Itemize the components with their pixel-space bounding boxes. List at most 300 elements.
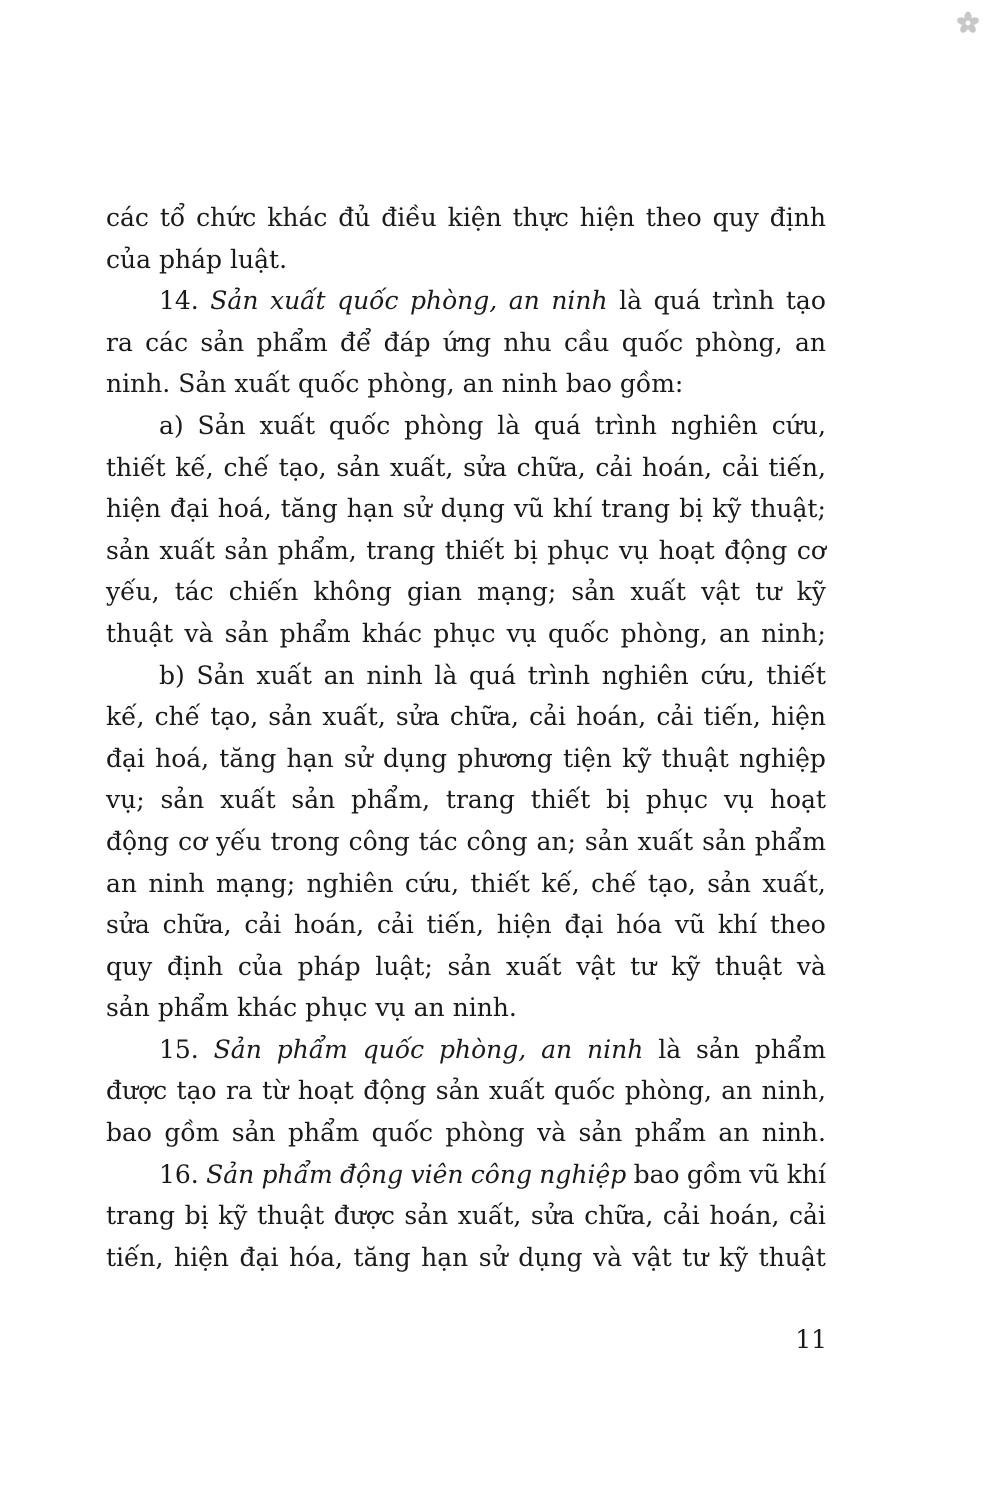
word: tiến, (426, 910, 484, 940)
word: công (466, 826, 528, 856)
word: bao (106, 1118, 152, 1148)
text-line (106, 1112, 826, 1154)
word: yếu, (106, 577, 160, 607)
word: an (413, 993, 445, 1023)
word: xuất, (457, 1201, 522, 1231)
word: xuất, (762, 868, 826, 898)
word: sản (231, 1118, 276, 1148)
text-line (106, 1154, 826, 1196)
word: từ (262, 1076, 289, 1106)
word: dụng (382, 743, 448, 773)
word: hiện (106, 494, 161, 524)
word: pháp (159, 244, 223, 274)
word: kỹ (218, 1201, 248, 1231)
word: hóa (616, 910, 663, 940)
text-line (106, 239, 826, 281)
word: ra (225, 1076, 253, 1106)
word: bao (633, 1159, 680, 1189)
word: sản (447, 951, 492, 981)
word: mạng; (215, 868, 296, 898)
word: được (333, 1201, 395, 1231)
word: là (619, 286, 643, 316)
word: tạo, (647, 868, 696, 898)
word: cải (788, 1201, 826, 1231)
word: tạo (176, 1076, 217, 1106)
word: sản (702, 826, 746, 856)
word: bị (184, 1201, 209, 1231)
word: sửa (106, 910, 150, 940)
word: cải (244, 910, 282, 940)
word: đại (239, 1242, 279, 1272)
word: quá (469, 660, 517, 690)
word: chức (196, 203, 257, 232)
word: hoá, (155, 743, 210, 773)
word: hoạt (297, 1076, 354, 1106)
word: Sản (197, 410, 246, 440)
word: xuất (637, 826, 694, 856)
word: quy (712, 203, 759, 232)
word: sử (343, 743, 373, 773)
word: đại (106, 743, 145, 773)
word: khí (717, 910, 758, 940)
italic-term-word: quốc (337, 286, 399, 316)
text-line (106, 405, 826, 447)
word: Sản (196, 660, 245, 690)
word: phẩm, (351, 785, 431, 815)
word: tạo, (278, 452, 327, 482)
word: hóa, (288, 1242, 343, 1272)
word: sửa (530, 1201, 575, 1231)
word: hoá, (217, 494, 272, 524)
word: phẩm (754, 1034, 826, 1064)
word: thuật (106, 618, 174, 648)
word: tạo, (210, 702, 259, 732)
word: để (339, 327, 372, 357)
word: xuất (630, 577, 686, 607)
italic-term-word: ninh (587, 1034, 644, 1064)
italic-term-word: phòng, (410, 286, 498, 316)
word: ninh, (761, 1076, 826, 1106)
word: phẩm (157, 993, 229, 1023)
word: an (719, 618, 751, 648)
word: gồm (686, 1159, 742, 1189)
word: pháp (297, 951, 361, 981)
word: phẩm, (277, 535, 357, 565)
word: tăng (280, 494, 338, 524)
word: ninh (148, 868, 205, 898)
word: tư (630, 951, 657, 981)
word: sản (584, 826, 629, 856)
word: hoán, (642, 452, 713, 482)
italic-term-word: công (470, 1159, 532, 1189)
word: an (106, 868, 138, 898)
word: bị (606, 785, 631, 815)
italic-term-word: Sản (206, 1159, 255, 1189)
word: cải (376, 910, 414, 940)
word: an (462, 369, 494, 399)
word: bị (513, 535, 538, 565)
text-line (106, 280, 826, 322)
word: kỹ (670, 951, 701, 981)
word: cơ (796, 535, 826, 565)
body-text (106, 197, 826, 1278)
word: trang (445, 785, 515, 815)
text-line (106, 1070, 826, 1112)
word: gian (407, 577, 463, 607)
word: ninh. (761, 1118, 826, 1148)
word: quá (533, 410, 581, 440)
word: phòng (404, 410, 484, 440)
word: vụ; (106, 785, 145, 815)
word: hiện (579, 203, 635, 232)
word: vũ (674, 910, 706, 940)
word: luật; (375, 951, 433, 981)
word: sử (402, 494, 432, 524)
word: thuật (256, 1201, 325, 1231)
word: chữa, (516, 452, 586, 482)
text-line (106, 447, 826, 489)
word: tiến, (703, 702, 761, 732)
word: chế (223, 452, 269, 482)
word: kiện (447, 203, 502, 232)
word: phẩm (288, 1118, 360, 1148)
word: cứu, (771, 410, 826, 440)
word: thuật (714, 951, 783, 981)
word: đủ (338, 203, 371, 232)
word: trình (594, 410, 657, 440)
word: ninh. (452, 993, 517, 1023)
word: nhu (503, 327, 552, 357)
word: ninh; (761, 618, 826, 648)
word: sản (404, 1201, 449, 1231)
text-line (106, 322, 826, 364)
word: xuất (220, 785, 276, 815)
word: hoán, (576, 702, 647, 732)
word: sản (707, 868, 752, 898)
italic-term-word: quốc (362, 1034, 425, 1064)
word: an (323, 660, 355, 690)
word: cải (662, 1201, 700, 1231)
word: Sản (178, 369, 227, 399)
word: tư (755, 577, 782, 607)
word: ra (106, 327, 133, 357)
word: thực (512, 203, 569, 232)
word: đáp (383, 327, 431, 357)
word: quốc (371, 1118, 433, 1148)
word: xuất (506, 951, 562, 981)
text-line (106, 987, 826, 1029)
word: cứu, (404, 868, 460, 898)
word: 14. (159, 286, 199, 316)
word: là (497, 410, 521, 440)
word: kỹ (712, 494, 742, 524)
word: kỹ (622, 743, 652, 773)
word: luật. (230, 244, 288, 274)
italic-term-word: nghiệp (539, 1159, 627, 1189)
word: sản (106, 993, 150, 1023)
word: điều (381, 203, 437, 232)
word: dụng (518, 1242, 583, 1272)
word: ninh (366, 660, 423, 690)
word: trình (527, 660, 590, 690)
word: sản (224, 535, 269, 565)
word: công (348, 826, 410, 856)
word: của (237, 951, 283, 981)
word: quá (653, 286, 701, 316)
word: tạo (785, 286, 826, 316)
italic-term-word: phẩm (276, 1034, 348, 1064)
word: sản (200, 327, 245, 357)
word: theo (645, 203, 702, 232)
word: xuất, (322, 702, 386, 732)
word: tiến, (106, 1242, 164, 1272)
text-line (106, 363, 826, 405)
word: sửa (463, 452, 507, 482)
text-line (106, 863, 826, 905)
word: cầu (563, 327, 610, 357)
word: sản (160, 785, 205, 815)
word: sản (435, 1076, 480, 1106)
word: hoạt (769, 785, 826, 815)
word: bao (565, 369, 612, 399)
word: kế, (106, 702, 145, 732)
word: và (796, 951, 826, 981)
word: khác (236, 993, 298, 1023)
text-line (106, 530, 826, 572)
word: quy (106, 951, 153, 981)
word: tác (174, 577, 214, 607)
text-line (106, 197, 826, 239)
word: phương (457, 743, 553, 773)
word: vũ (513, 494, 545, 524)
word: động (106, 826, 170, 856)
italic-term-word: động (339, 1159, 404, 1189)
word: hoán, (709, 1201, 780, 1231)
word: an (721, 1076, 753, 1106)
word: vật (576, 951, 616, 981)
word: trang (366, 535, 436, 565)
word: khí (552, 494, 593, 524)
word: đại (564, 910, 604, 940)
word: sản (696, 1034, 740, 1064)
word: thiết (106, 452, 166, 482)
word: mạng; (477, 577, 557, 607)
word: xuất (159, 535, 215, 565)
word: tổ (159, 203, 186, 232)
word: gồm (164, 1118, 220, 1148)
word: cải (595, 452, 633, 482)
word: cơ (178, 826, 208, 856)
word: chữa, (449, 702, 519, 732)
word: sản (224, 618, 269, 648)
word: trang (601, 494, 671, 524)
text-line (106, 1195, 826, 1237)
word: phẩm (634, 1118, 706, 1148)
word: chiến (228, 577, 299, 607)
word: an; (536, 826, 576, 856)
word: sản (571, 577, 616, 607)
word: gồm: (619, 369, 684, 399)
word: phòng (445, 1118, 525, 1148)
word: thiết (444, 535, 505, 565)
word: vật (632, 1242, 672, 1272)
text-line (106, 571, 826, 613)
word: 16. (159, 1159, 199, 1189)
word: thiết (530, 785, 591, 815)
word: phẩm (256, 327, 328, 357)
word: vụ (723, 785, 755, 815)
word: vụ (506, 618, 537, 648)
word: tư (682, 1242, 709, 1272)
word: các (106, 203, 149, 232)
italic-term-word: phòng, (439, 1034, 527, 1064)
italic-term-word: an (508, 286, 540, 316)
text-line (106, 1029, 826, 1071)
word: nghiệp (738, 743, 826, 773)
word: sản (268, 702, 313, 732)
text-line (106, 613, 826, 655)
word: sửa (395, 702, 440, 732)
word: vụ (375, 993, 406, 1023)
word: vũ (749, 1159, 780, 1189)
italic-term-word: an (541, 1034, 573, 1064)
word: 15. (159, 1034, 199, 1064)
word: và (537, 1118, 567, 1148)
word: kỹ (718, 1242, 749, 1272)
word: a) (159, 410, 184, 440)
word: đại (169, 494, 209, 524)
word: vụ (618, 535, 650, 565)
word: định (769, 203, 826, 232)
word: khác (361, 618, 423, 648)
word: xuất (256, 660, 312, 690)
italic-term-word: phẩm (261, 1159, 333, 1189)
word: xuất, (389, 452, 454, 482)
word: là (658, 1034, 682, 1064)
word: sản (578, 1118, 623, 1148)
italic-term-word: xuất (269, 286, 326, 316)
italic-term-word: Sản (210, 286, 259, 316)
flower-icon (955, 10, 981, 36)
word: quốc (621, 327, 684, 357)
word: quốc (553, 1076, 616, 1106)
word: hoạt (658, 535, 715, 565)
word: được (106, 1076, 168, 1106)
word: ứng (442, 327, 492, 357)
text-line (106, 488, 826, 530)
word: thiết (766, 660, 826, 690)
word: thuật; (750, 494, 826, 524)
word: là (434, 660, 458, 690)
word: kế, (175, 452, 214, 482)
word: cứu, (700, 660, 755, 690)
word: và (592, 1242, 623, 1272)
word: tăng (219, 743, 277, 773)
word: hạn (286, 743, 334, 773)
word: và (184, 618, 214, 648)
italic-term-word: ninh (551, 286, 608, 316)
text-line (106, 1237, 826, 1279)
word: xuất (259, 410, 316, 440)
word: cải (721, 452, 759, 482)
word: sử (478, 1242, 508, 1272)
word: thuật (758, 1242, 826, 1272)
word: động (724, 535, 788, 565)
word: phẩm (279, 618, 351, 648)
word: an (794, 327, 826, 357)
word: chữa, (584, 1201, 654, 1231)
word: quốc (297, 369, 360, 399)
word: thiết (470, 868, 530, 898)
word: trình (712, 286, 775, 316)
word: định (166, 951, 224, 981)
word: kế, (541, 868, 580, 898)
word: chữa, (162, 910, 232, 940)
word: quốc (548, 618, 610, 648)
word: dụng (440, 494, 505, 524)
word: quốc (328, 410, 391, 440)
text-line (106, 821, 826, 863)
word: hiện (496, 910, 552, 940)
word: yếu (216, 826, 262, 856)
word: nghiên (306, 868, 394, 898)
word: chế (154, 702, 201, 732)
word: khác (267, 203, 328, 232)
word: không (313, 577, 392, 607)
word: chế (591, 868, 637, 898)
word: an (718, 1118, 750, 1148)
word: b) (159, 660, 185, 690)
word: xuất (488, 1076, 545, 1106)
word: hiện (174, 1242, 230, 1272)
word: phục (433, 618, 496, 648)
word: của (106, 244, 152, 274)
word: tăng (353, 1242, 411, 1272)
text-line (106, 696, 826, 738)
word: các (145, 327, 189, 357)
word: động (363, 1076, 427, 1106)
word: trang (106, 1201, 176, 1231)
word: tác (418, 826, 458, 856)
text-line (106, 655, 826, 697)
italic-term-word: viên (410, 1159, 464, 1189)
word: xuất (234, 369, 290, 399)
word: hiện (770, 702, 826, 732)
word: phòng, (624, 1076, 712, 1106)
text-line (106, 779, 826, 821)
word: phòng, (620, 618, 708, 648)
word: phục (547, 535, 610, 565)
word: phẩm (754, 826, 826, 856)
word: hạn (346, 494, 394, 524)
word: nghiên (601, 660, 689, 690)
word: thuật (661, 743, 729, 773)
word: nghiên (670, 410, 758, 440)
page-number: 11 (795, 1325, 827, 1354)
word: cải (529, 702, 566, 732)
word: sản (291, 785, 336, 815)
word: bị (679, 494, 704, 524)
word: hạn (421, 1242, 469, 1272)
word: trong (270, 826, 340, 856)
word: khí (786, 1159, 826, 1189)
word: hoán, (294, 910, 365, 940)
word: sản (336, 452, 381, 482)
word: kỹ (796, 577, 826, 607)
word: vật (701, 577, 741, 607)
word: tiện (562, 743, 612, 773)
word: phục (645, 785, 709, 815)
